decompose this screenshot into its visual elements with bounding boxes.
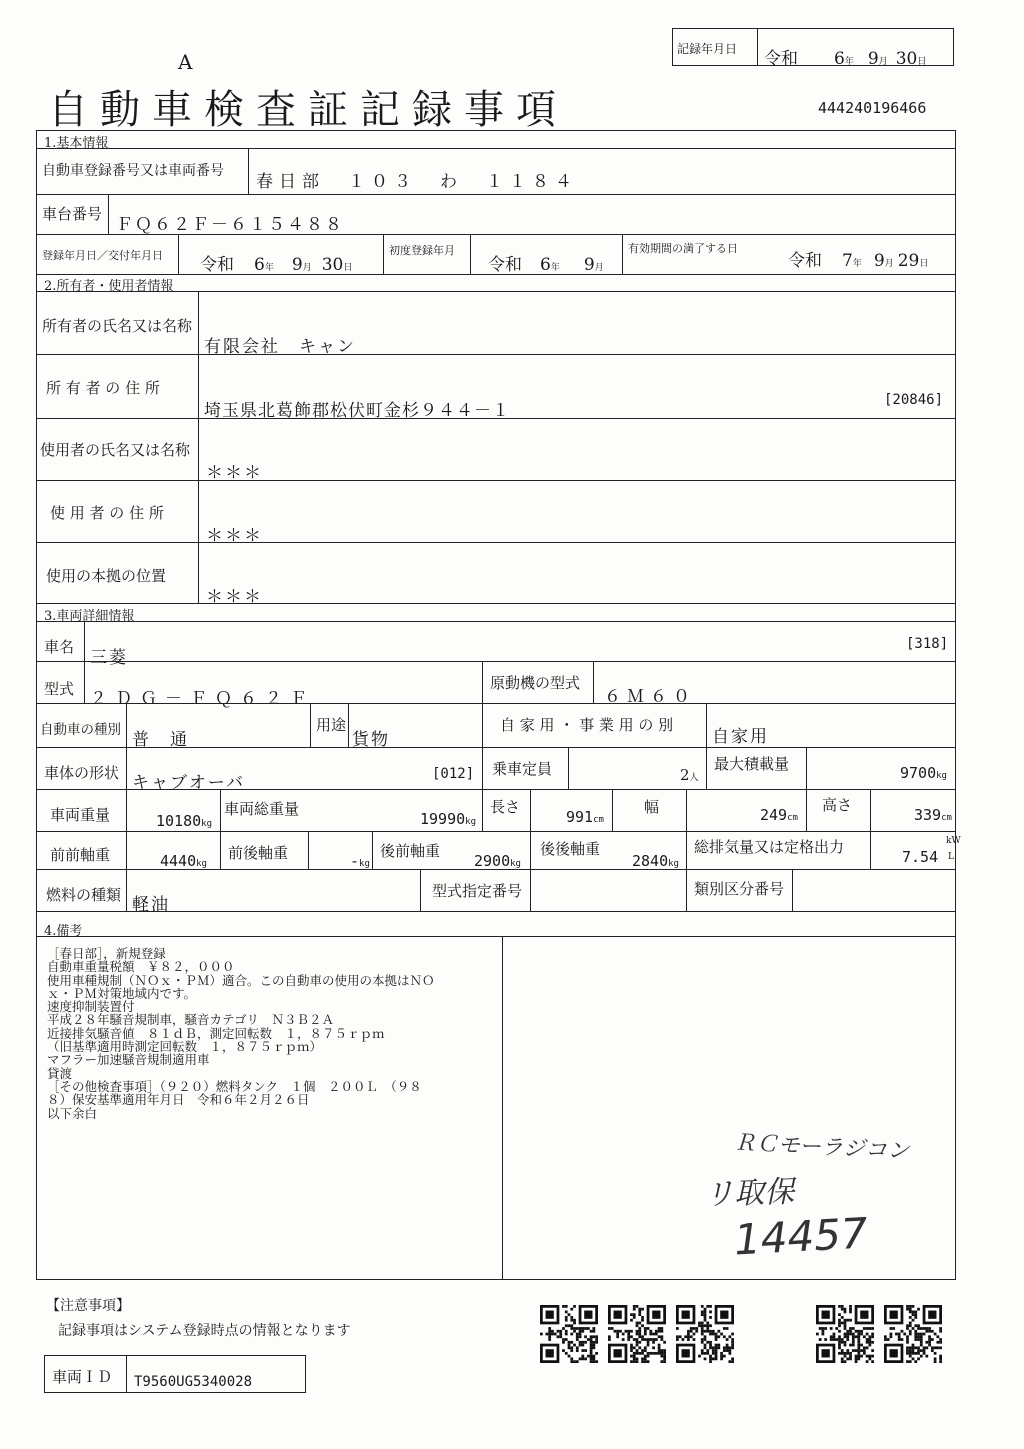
remarks-line: 平成２８年騒音規制車，騒音カテゴリ Ｎ３Ｂ２Ａ bbox=[47, 1012, 335, 1028]
rear-front-axle-value: 2900kg bbox=[474, 852, 521, 870]
qr-code-icon-4 bbox=[816, 1305, 874, 1363]
registration-number-label: 自動車登録番号又は車両番号 bbox=[42, 163, 224, 179]
handwritten-note-3: 14457 bbox=[732, 1208, 869, 1265]
vehicle-id-label: 車両ＩＤ bbox=[52, 1368, 113, 1386]
max-load-value: 9700kg bbox=[900, 764, 947, 782]
engine-model-label: 原動機の型式 bbox=[490, 674, 581, 692]
remarks-line: 近接排気騒音値 ８１ｄＢ，測定回転数 １，８７５ｒｐｍ bbox=[47, 1025, 385, 1041]
car-name-value: 三菱 bbox=[90, 648, 128, 668]
model-label: 型式 bbox=[44, 680, 75, 698]
gross-weight-value: 19990kg bbox=[420, 810, 476, 828]
first-registration-label: 初度登録年月 bbox=[389, 244, 455, 257]
remarks-line: 自動車重量税額 ￥８２，０００ bbox=[47, 959, 235, 975]
remarks-line: 以下余白 bbox=[47, 1105, 98, 1121]
rear-front-axle-label: 後前軸重 bbox=[380, 842, 441, 860]
length-label: 長さ bbox=[490, 798, 521, 816]
usage-value: 貨物 bbox=[352, 730, 390, 750]
remarks-line: （旧基準適用時測定回転数 １，８７５ｒｐｍ） bbox=[47, 1039, 323, 1055]
passenger-capacity-value: 2人 bbox=[680, 766, 699, 784]
designation-number-label: 型式指定番号 bbox=[432, 882, 523, 900]
qr-code-icon-2 bbox=[608, 1305, 666, 1363]
registration-date-value: 令和 6年 9月 30日 bbox=[200, 255, 353, 275]
section-remarks: 4.備考 bbox=[44, 924, 83, 939]
height-value: 339cm bbox=[914, 806, 952, 824]
chassis-number-label: 車台番号 bbox=[42, 205, 103, 223]
max-load-label: 最大積載量 bbox=[714, 755, 790, 773]
width-value: 249cm bbox=[760, 806, 798, 824]
chassis-number-value: ＦＱ６２Ｆ－６１５４８８ bbox=[116, 215, 344, 235]
expiry-date-label: 有効期間の満了する日 bbox=[628, 242, 738, 255]
vehicle-weight-value: 10180kg bbox=[156, 812, 212, 830]
vehicle-weight-label: 車両重量 bbox=[50, 806, 111, 824]
base-location-label: 使用の本拠の位置 bbox=[46, 567, 167, 585]
owner-address-value: 埼玉県北葛飾郡松伏町金杉９４４－１ bbox=[204, 401, 510, 421]
user-address-label: 使 用 者 の 住 所 bbox=[50, 504, 164, 522]
rear-rear-axle-label: 後後軸重 bbox=[540, 840, 601, 858]
qr-code-icon-5 bbox=[884, 1305, 942, 1363]
user-name-label: 使用者の氏名又は名称 bbox=[40, 441, 191, 459]
remarks-line: マフラー加速騒音規制適用車 bbox=[47, 1052, 210, 1068]
gross-weight-label: 車両総重量 bbox=[224, 800, 300, 818]
fuel-type-label: 燃料の種類 bbox=[46, 886, 122, 904]
notice-heading: 【注意事項】 bbox=[46, 1298, 130, 1314]
registration-number-value: 春日部 １０３ わ １１８４ bbox=[256, 172, 578, 192]
registration-date-label: 登録年月日／交付年月日 bbox=[42, 249, 163, 262]
remarks-line: 速度抑制装置付 bbox=[47, 999, 135, 1015]
user-name-value: ＊＊＊ bbox=[206, 463, 263, 483]
qr-code-icon-1 bbox=[540, 1305, 598, 1363]
displacement-label: 総排気量又は定格出力 bbox=[694, 838, 845, 856]
rear-rear-axle-value: 2840kg bbox=[632, 852, 679, 870]
width-label: 幅 bbox=[644, 798, 660, 816]
record-date-label: 記録年月日 bbox=[677, 42, 738, 56]
remarks-line: 使用車種規制（ＮＯｘ・ＰＭ）適合。この自動車の使用の本拠はＮＯ bbox=[47, 972, 435, 988]
section-vehicle-detail: 3.車両詳細情報 bbox=[44, 609, 135, 624]
section-basic-info: 1.基本情報 bbox=[44, 136, 109, 151]
front-front-axle-value: 4440kg bbox=[160, 852, 207, 870]
body-shape-value: キャブオーバ bbox=[132, 773, 245, 793]
front-rear-axle-value: -kg bbox=[350, 852, 370, 870]
record-date-value: 令和 6年 9月 30日 bbox=[764, 49, 927, 69]
expiry-date-value: 令和 7年 9月 29日 bbox=[788, 251, 929, 271]
vehicle-type-value: 普 通 bbox=[132, 730, 189, 750]
body-shape-code: [012] bbox=[432, 766, 475, 782]
passenger-capacity-label: 乗車定員 bbox=[492, 760, 553, 778]
owner-address-code: [20846] bbox=[884, 392, 944, 408]
displacement-value: 7.54 bbox=[902, 848, 939, 866]
remarks-line: ［春日部］，新規登録 bbox=[47, 946, 166, 961]
section-owner-info: 2.所有者・使用者情報 bbox=[44, 279, 174, 294]
usage-label: 用途 bbox=[316, 716, 347, 734]
front-front-axle-label: 前前軸重 bbox=[50, 846, 111, 864]
remarks-line: 貸渡 bbox=[47, 1065, 73, 1081]
page-title: 自動車検査証記録事項 bbox=[48, 87, 568, 133]
body-shape-label: 車体の形状 bbox=[44, 764, 120, 782]
private-business-label: 自 家 用 ・ 事 業 用 の 別 bbox=[500, 716, 674, 734]
document-number: 444240196466 bbox=[818, 99, 927, 117]
height-label: 高さ bbox=[822, 796, 853, 814]
qr-code-icon-3 bbox=[676, 1305, 734, 1363]
owner-name-value: 有限会社 キャン bbox=[204, 337, 356, 357]
vehicle-type-label: 自動車の種別 bbox=[40, 722, 121, 738]
length-value: 991cm bbox=[566, 808, 604, 826]
handwritten-note-2: リ取保 bbox=[703, 1174, 795, 1213]
car-name-code: [318] bbox=[906, 636, 949, 652]
form-mark: A bbox=[178, 50, 193, 74]
owner-name-label: 所有者の氏名又は名称 bbox=[42, 317, 193, 335]
remarks-line: ［その他検査事項］（９２０）燃料タンク １個 ２００Ｌ （９８ bbox=[47, 1078, 422, 1094]
handwritten-note-1: ＲＣモーラジコン bbox=[733, 1130, 910, 1165]
owner-address-label: 所 有 者 の 住 所 bbox=[46, 379, 160, 397]
notice-text: 記録事項はシステム登録時点の情報となります bbox=[58, 1323, 351, 1339]
first-registration-value: 令和 6年 9月 bbox=[488, 255, 604, 275]
displacement-unit-l: L bbox=[948, 852, 954, 862]
car-name-label: 車名 bbox=[44, 638, 75, 656]
category-number-label: 類別区分番号 bbox=[694, 880, 785, 898]
fuel-type-value: 軽油 bbox=[132, 895, 170, 915]
model-value: ２ＤＧ－ＦＱ６２Ｆ bbox=[90, 689, 315, 709]
base-location-value: ＊＊＊ bbox=[206, 587, 263, 607]
private-business-value: 自家用 bbox=[712, 727, 769, 747]
user-address-value: ＊＊＊ bbox=[206, 526, 263, 546]
remarks-line: ８）保安基準適用年月日 令和６年２月２６日 bbox=[47, 1092, 310, 1108]
vehicle-id-value: T9560UG5340028 bbox=[134, 1374, 253, 1390]
remarks-line: ｘ・ＰＭ対策地域内です。 bbox=[47, 985, 197, 1001]
displacement-unit-kw: kW bbox=[946, 836, 961, 846]
front-rear-axle-label: 前後軸重 bbox=[228, 844, 289, 862]
engine-model-value: ６Ｍ６０ bbox=[604, 687, 696, 707]
remarks-text bbox=[47, 947, 435, 1120]
